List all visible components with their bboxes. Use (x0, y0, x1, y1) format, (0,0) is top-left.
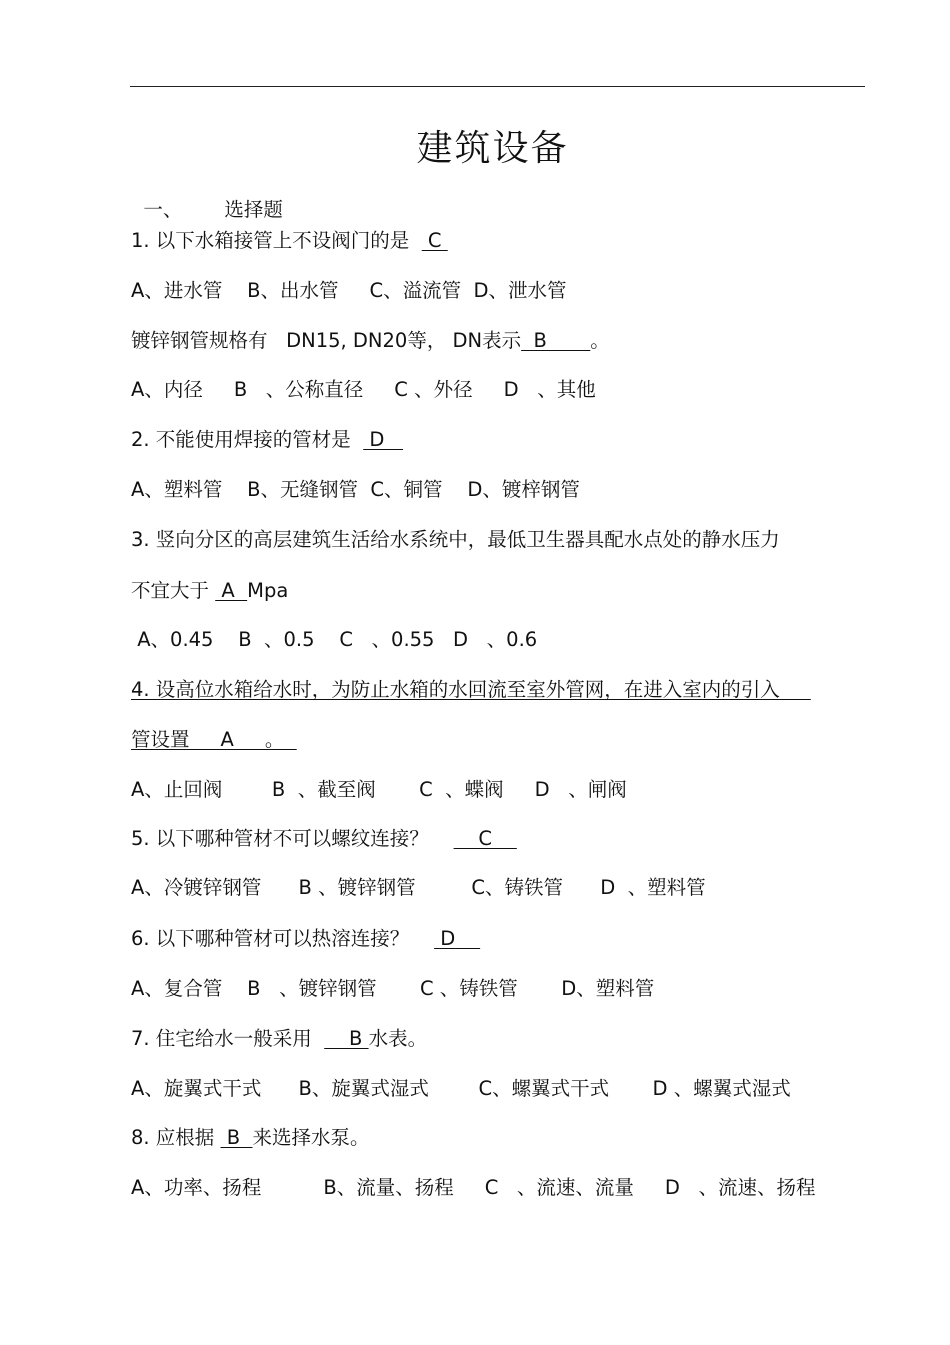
q1-text (131, 231, 448, 251)
line-text: A、旋翼式干式 B、旋翼式湿式 C、螺翼式干式 D 、螺翼式湿式 (131, 1077, 791, 1100)
answer-blank: 管设置 A 。 (131, 728, 297, 751)
line-text: A、塑料管 B、无缝钢管 C、铜管 D、镀梓钢管 (131, 478, 580, 501)
q3-text-line2 (131, 581, 288, 601)
answer-blank: D (363, 428, 404, 451)
q3-text-line1 (131, 530, 780, 550)
header-rule (130, 86, 865, 87)
line-text: A、复合管 B 、镀锌钢管 C 、铸铁管 D、塑料管 (131, 977, 655, 1000)
section-label: 选择题 (224, 197, 283, 221)
line-text: A、功率、扬程 B、流量、扬程 C 、流速、流量 D 、流速、扬程 (131, 1176, 816, 1199)
q7-text (131, 1029, 427, 1049)
q5-options (131, 878, 706, 898)
answer-blank: C (453, 827, 517, 850)
dn-options (131, 380, 596, 400)
q2-options (131, 480, 580, 500)
answer-blank: A (215, 579, 248, 602)
line-text: 2. 不能使用焊接的管材是 (131, 428, 364, 451)
line-text: Mpa (247, 579, 289, 602)
q8-text (131, 1128, 370, 1148)
q5-text (131, 829, 517, 849)
line-text: 。 (590, 329, 610, 352)
line-text: 不宜大于 (131, 579, 216, 602)
q7-options (131, 1079, 791, 1099)
section-heading (131, 180, 283, 219)
q6-options (131, 979, 654, 999)
answer-blank: D (434, 927, 481, 950)
q3-options (131, 630, 537, 650)
line-text: 3. 竖向分区的高层建筑生活给水系统中，最低卫生器具配水点处的静水压力 (131, 528, 780, 551)
q1-options (131, 281, 567, 301)
q2-text (131, 430, 403, 450)
line-text: A、冷镀锌钢管 B 、镀锌钢管 C、铸铁管 D 、塑料管 (131, 876, 706, 899)
q4-options (131, 780, 627, 800)
line-text: A、进水管 B、出水管 C、溢流管 D、泄水管 (131, 279, 567, 302)
q4-text-line1 (131, 680, 811, 700)
line-text: 8. 应根据 (131, 1126, 221, 1149)
line-text: 来选择水泵。 (252, 1126, 370, 1149)
answer-blank: C (421, 229, 448, 252)
line-text: 5. 以下哪种管材不可以螺纹连接？ (131, 827, 454, 850)
answer-blank: 4. 设高位水箱给水时，为防止水箱的水回流至室外管网，在进入室内的引入 (131, 678, 811, 701)
answer-blank: B (521, 329, 591, 352)
line-text: A、止回阀 B 、截至阀 C 、蝶阀 D 、闸阀 (131, 778, 627, 801)
document-title: 建筑设备 (416, 128, 569, 169)
line-text: 1. 以下水箱接管上不设阀门的是 (131, 229, 422, 252)
q8-options (131, 1178, 816, 1198)
line-text: 6. 以下哪种管材可以热溶连接？ (131, 927, 435, 950)
answer-blank: B (220, 1126, 253, 1149)
line-text: A、0.45 B 、0.5 C 、0.55 D 、0.6 (131, 628, 538, 651)
q4-text-line2 (131, 730, 297, 750)
section-number: 一、 (143, 197, 183, 221)
line-text: A、内径 B 、公称直径 C 、外径 D 、其他 (131, 378, 596, 401)
line-text: 7. 住宅给水一般采用 (131, 1027, 325, 1050)
line-text: 镀锌钢管规格有 DN15, DN20等， DN表示 (131, 329, 522, 352)
q6-text (131, 929, 480, 949)
dn-question-text (131, 331, 610, 351)
answer-blank: B (324, 1027, 369, 1050)
line-text: 水表。 (368, 1027, 428, 1050)
